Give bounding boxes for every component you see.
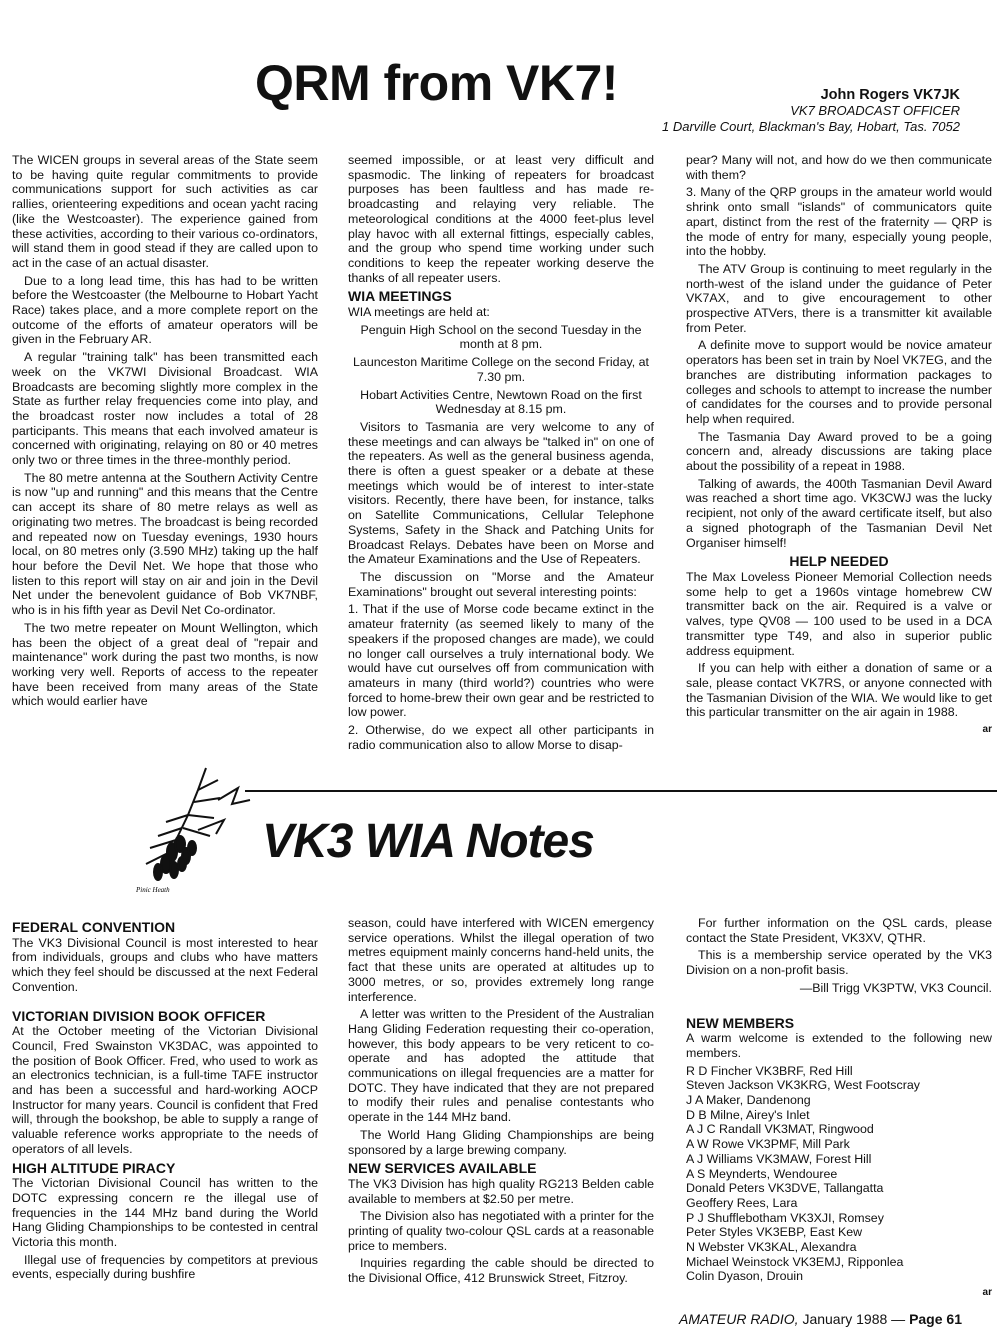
section-title: VK3 WIA Notes [262, 815, 594, 868]
paragraph: Inquiries regarding the cable should be directed to the Divisional Office, 412 Brunswick Street, Fitzroy. [348, 1256, 654, 1286]
paragraph: If you can help with either a donation of same or a sale, please contact VK7RS, or anyone connected with the Tasmanian Division of the WIA. We would like to get this particular transmitter on the air again in 1988. [686, 661, 993, 720]
article2-column-2 [348, 916, 654, 1289]
paragraph: seemed impossible, or at least very difficult and spasmodic. The linking of repeaters for broadcast purposes has been faultless and has made re-broadcasting and relaying very reliable. The meteorological conditions at the 4000 feet-plus level play havoc with all external fittings, especially cables, and the group who spend time working under such conditions to keep the repeater working deserve the thanks of all repeater users. [348, 153, 654, 285]
member-item: J A Maker, Dandenong [686, 1093, 811, 1108]
paragraph: A warm welcome is extended to the following new members. [686, 1031, 992, 1060]
section-heading-high-altitude-piracy: HIGH ALTITUDE PIRACY [12, 1159, 176, 1176]
logo-caption: Pinic Heath [136, 886, 170, 894]
article1-column-1 [12, 153, 318, 712]
member-item: A J C Randall VK3MAT, Ringwood [686, 1122, 874, 1137]
paragraph: The 80 metre antenna at the Southern Activity Centre is now "up and running" and this means that the Centre can accept its share of 80 metre relays as well as originating two metres. The broadcast is being recorded and repeated now on Tuesday evenings, 1930 hours local, on 80 metres only (3.590 MHz) taking up the half hour before the Devil Net. We hope that those who listen to this report will stay on air and join in the Devil Net under the benevolent guidance of Bob VK7NBF, who is in his fifth year as Devil Net Co-ordinator. [12, 470, 318, 618]
meeting-item: Launceston Maritime College on the second Friday, at 7.30 pm. [353, 355, 649, 384]
paragraph: 1. That if the use of Morse code became extinct in the amateur fraternity (as seemed likely to many of the speakers if the proposed changes are made), we could no longer call ourselves a truly international body. We would have cut ourselves off from communication with amateurs in many (third world?) countries who were forced to home-brew their own gear and be restricted to low power. [348, 602, 654, 720]
article-title: QRM from VK7! [255, 55, 618, 111]
footer-magazine: AMATEUR RADIO, [679, 1311, 799, 1327]
article2-column-1 [12, 916, 318, 1285]
end-mark: ar [982, 724, 992, 736]
paragraph: The Max Loveless Pioneer Memorial Collection needs some help to get a 1960s vintage homebrew CW transmitter back on the air. Required is a valve or valves, type QV08 — 100 used to be used in a DCA transmitter type T49, and also in superior public address equipment. [686, 569, 992, 658]
paragraph: The Victorian Divisional Council has written to the DOTC expressing concern re the illegal use of frequencies in the 144 MHz band during the World Hang Gliding Championships to be contested in central Victoria this month. [12, 1176, 318, 1250]
author-name: John Rogers VK7JK [820, 87, 960, 103]
member-item: A J Williams VK3MAW, Forest Hill [686, 1151, 872, 1166]
member-item: Colin Dyason, Drouin [686, 1269, 804, 1284]
section-heading-wia-meetings: WIA MEETINGS [348, 288, 452, 305]
paragraph: season, could have interfered with WICEN emergency service operations. Whilst the illegal operation of two metres equipment mainly concerns hand-held units, the fact that these units are operated at altitudes up to 3000 metres, or so, provides extremely long range interference. [348, 916, 654, 1004]
page-number: Page 61 [909, 1311, 962, 1327]
member-item: A W Rowe VK3PMF, Mill Park [686, 1137, 850, 1152]
paragraph: Visitors to Tasmania are very welcome to any of these meetings and can always be "talked in" on one of the repeaters. As well as the general business agenda, there is often a guest speaker or a debate at these meetings which would be of interest to inter-state visitors. Recently, there have been, for instance, talks on Satellite Communications, Cellular Telephone Systems, Safety in the Shack and Patching Units for Broadcast Relays. Debates have been on Morse and the Amateur Examinations and the Use of Repeaters. [348, 419, 654, 567]
paragraph: The VK3 Division has high quality RG213 Belden cable available to members at $2.50 per metre. [348, 1176, 654, 1206]
paragraph: At the October meeting of the Victorian Divisional Council, Fred Swainston VK3DAC, was appointed to the position of Book Officer. Fred, who used to work as an electronics technician, is a full-time TAFE instructor and has been a successful and hard-working AOCP Instructor for many years. Council is confident that Fred will, through the bookshop, be able to supply a range of valuable reference works appropriate to the needs of operators of all levels. [12, 1024, 318, 1156]
paragraph: For further information on the QSL cards, please contact the State President, VK3XV, QTHR. [686, 916, 992, 945]
paragraph: The two metre repeater on Mount Wellington, which has been the object of a great deal of "repair and maintenance" work during the past two months, is now working very well. Reports of access to the repeater have been received from many areas of the State which would earlier have [12, 620, 318, 709]
paragraph: A letter was written to the President of the Australian Hang Gliding Federation requesting their co-operation, however, this body appears to be very reticent to co-operate and has adopted the attitude that communications on illegal frequencies are a matter for DOTC. They have indicated that they are not prepared to modify their rules and penalise contestants who operate in the 144 MHz band. [348, 1007, 654, 1125]
paragraph: The ATV Group is continuing to meet regularly in the north-west of the island under the guidance of Peter VK7AX, and to give encouragement to other prospective ATVers, there is a transmitter kit available from Peter. [686, 261, 992, 335]
paragraph: Talking of awards, the 400th Tasmanian Devil Award was reached a short time ago. VK3CWJ was the lucky recipient, not only of the award certificate itself, but also a signed photograph of the Tasmanian Devil Net Organiser himself! [686, 476, 992, 550]
section-heading-new-services: NEW SERVICES AVAILABLE [348, 1160, 537, 1177]
end-mark: ar [982, 1287, 992, 1299]
paragraph: The VK3 Divisional Council is most interested to hear from individuals, groups and clubs who have matters which they feel should be discussed at the next Federal Convention. [12, 935, 318, 994]
article1-column-3 [686, 153, 992, 738]
paragraph: Due to a long lead time, this has had to be written before the Westcoaster (the Melbourne to Hobart Yacht Race) takes place, and a more complete report on the outcome of the efforts of amateur operators will be given in the February AR. [12, 273, 318, 347]
paragraph: The WICEN groups in several areas of the State seem to be having quite regular commitments to provide communications support for such activities as car rallies, orienteering expeditions and ocean yacht racing (like the Westcoaster). The experience gained from these activities, according to their various co-ordinators, will stand them in good stead if they are called upon to act in the case of an actual disaster. [12, 153, 318, 270]
section-heading-book-officer: VICTORIAN DIVISION BOOK OFFICER [12, 1007, 266, 1024]
section-divider [245, 790, 997, 792]
paragraph: The World Hang Gliding Championships are being sponsored by a large brewing company. [348, 1127, 654, 1157]
paragraph: A definite move to support would be novice amateur operators has been set in train by Noel VK7EG, and the branches are distributing information packages to colleges and schools to attempt to increase the number of candidates for the courses and to provide personal help when required. [686, 338, 992, 426]
author-address: 1 Darville Court, Blackman's Bay, Hobart, Tas. 7052 [661, 119, 960, 134]
pink-heath-logo [128, 760, 258, 900]
paragraph: The Division also has negotiated with a printer for the printing of quality two-colour QSL cards at a reasonable price to members. [348, 1209, 654, 1253]
paragraph: Illegal use of frequencies by competitors at previous events, especially during bushfire [12, 1252, 318, 1282]
section-heading-new-members: NEW MEMBERS [686, 1014, 795, 1031]
paragraph: pear? Many will not, and how do we then communicate with them? [686, 153, 992, 182]
paragraph: 3. Many of the QRP groups in the amateur world would shrink onto small "islands" of communicators quite apart, distinct from the rest of the fraternity — QRP is the mode of entry for many, especially young people, into the hobby. [686, 185, 992, 259]
meeting-item: Penguin High School on the second Tuesday in the month at 8 pm. [360, 322, 642, 352]
section-heading-help-needed: HELP NEEDED [789, 553, 889, 570]
member-item: Donald Peters VK3DVE, Tallangatta [686, 1181, 884, 1196]
paragraph: The discussion on "Morse and the Amateur Examinations" brought out several interesting points: [348, 569, 654, 599]
signature: —Bill Trigg VK3PTW, VK3 Council. [799, 980, 992, 995]
member-item: D B Milne, Airey's Inlet [686, 1107, 810, 1122]
member-item: Michael Weinstock VK3EMJ, Ripponlea [686, 1254, 904, 1269]
paragraph: WIA meetings are held at: [348, 305, 490, 320]
paragraph: A regular "training talk" has been transmitted each week on the VK7WI Divisional Broadcast. WIA Broadcasts are becoming slightly more complex in the State as further relay frequencies come into play, and the broadcast roster now includes a total of 28 participants. This means that each involved amateur is concerned with originating, relaying on 80 or 40 metres only two or three times in the three-monthly period. [12, 350, 318, 468]
member-item: N Webster VK3KAL, Alexandra [686, 1240, 857, 1255]
footer-date: January 1988 — [802, 1311, 906, 1327]
meeting-item: Hobart Activities Centre, Newtown Road on the first Wednesday at 8.15 pm. [360, 387, 642, 417]
member-item: R D Fincher VK3BRF, Red Hill [686, 1063, 853, 1078]
byline [662, 87, 960, 135]
page-footer [679, 1311, 962, 1327]
paragraph: The Tasmania Day Award proved to be a going concern and, already discussions are taking place about the possibility of a repeat in 1988. [686, 429, 992, 474]
section-heading-federal-convention: FEDERAL CONVENTION [12, 919, 176, 935]
paragraph: This is a membership service operated by the VK3 Division on a non-profit basis. [686, 948, 992, 978]
paragraph: 2. Otherwise, do we expect all other participants in radio communication also to allow Morse to disap- [348, 723, 654, 752]
article1-column-2 [348, 153, 654, 755]
article2-column-3 [686, 916, 992, 1301]
member-item: P J Shufflebotham VK3XJI, Romsey [686, 1210, 884, 1225]
member-item: A S Meynderts, Wendouree [686, 1166, 838, 1181]
member-item: Geoffery Rees, Lara [686, 1195, 798, 1210]
member-item: Peter Styles VK3EBP, East Kew [686, 1225, 863, 1240]
author-role: VK7 BROADCAST OFFICER [790, 103, 960, 118]
member-item: Steven Jackson VK3KRG, West Footscray [686, 1078, 920, 1093]
